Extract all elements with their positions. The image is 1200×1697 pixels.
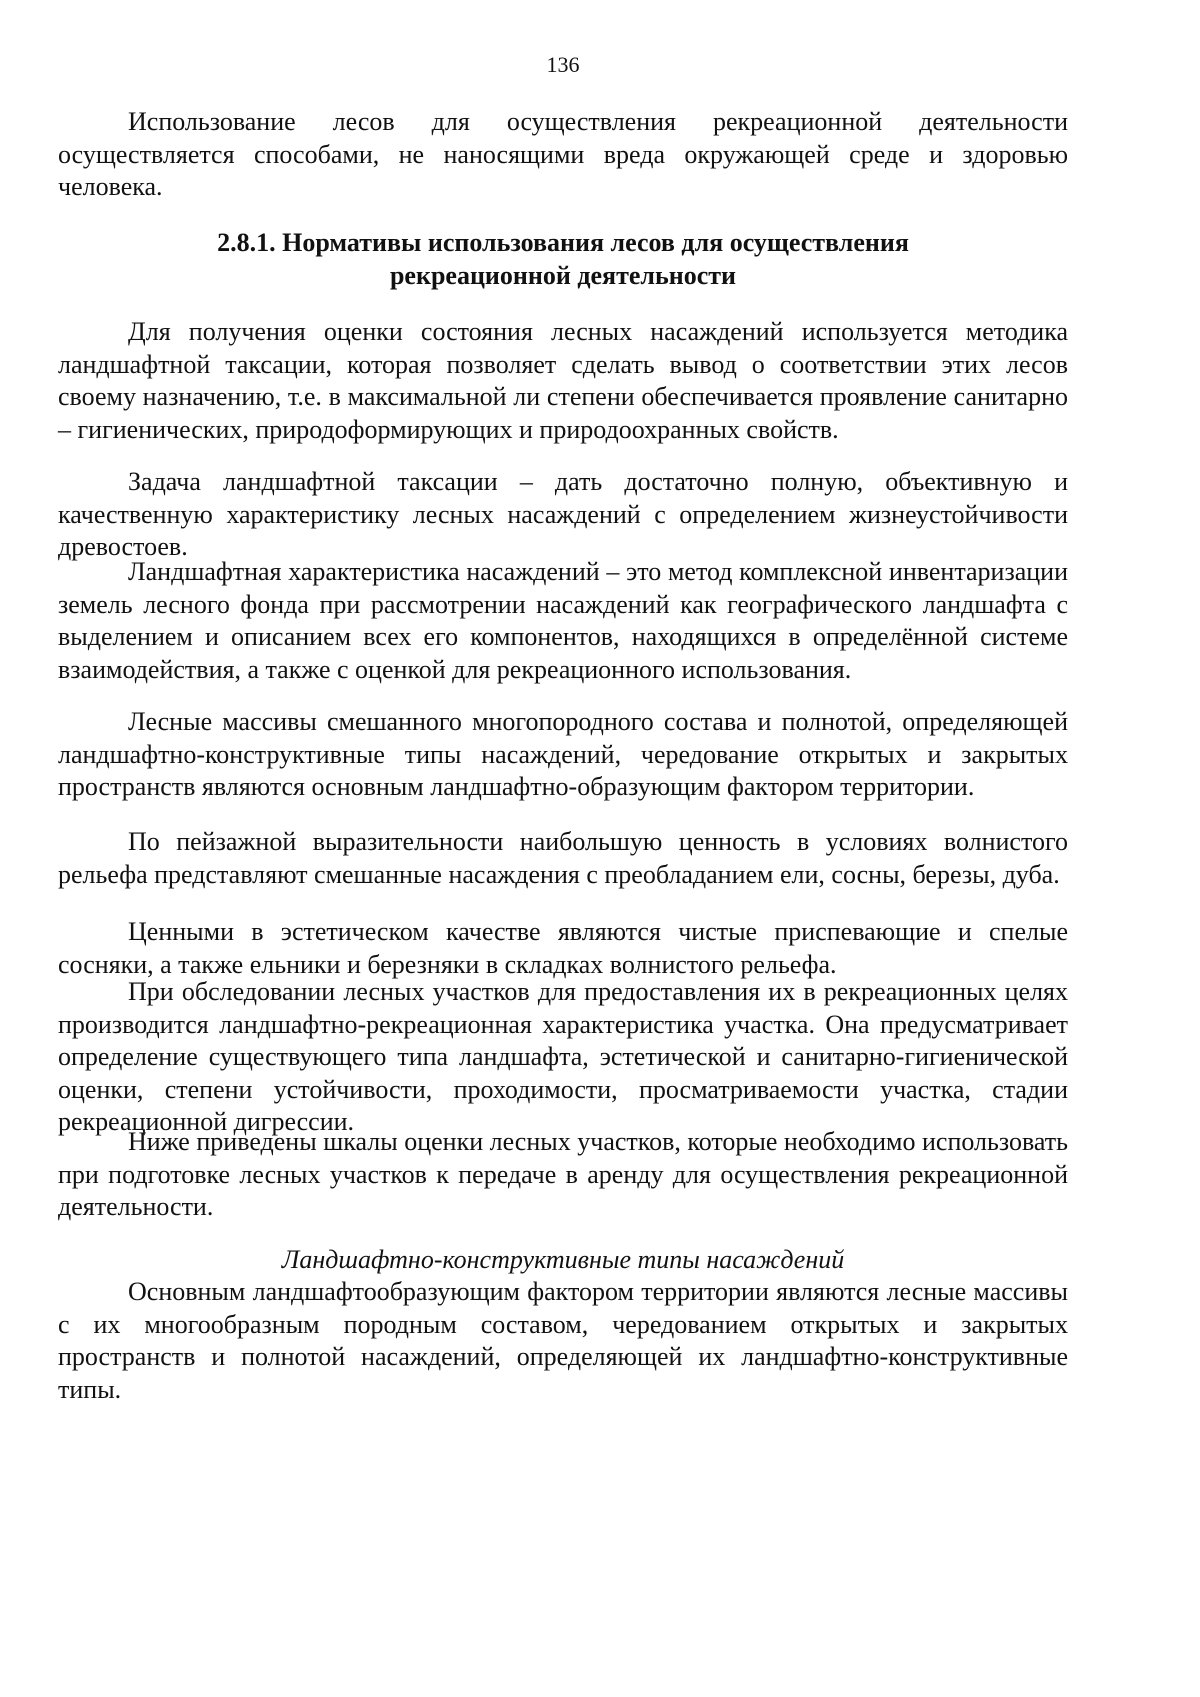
section-heading-line1: 2.8.1. Нормативы использования лесов для осуществления bbox=[217, 228, 909, 257]
paragraph-aesthetic-quality: Ценными в эстетическом качестве являются чистые приспевающие и спелые сосняки, а также ельники и березняки в складках волнистого рельефа. bbox=[58, 917, 1068, 979]
subsection-heading: Ландшафтно-конструктивные типы насаждений bbox=[281, 1245, 845, 1274]
page-number: 136 bbox=[546, 52, 580, 77]
paragraph-survey-procedure: При обследовании лесных участков для предоставления их в рекреационных целях производится ландшафтно-рекреационная характеристика участка. Она предусматривает определение существующего типа ландшафта, эстетической и санитарно-гигиенической оценки, степени устойчивости, проходимости, просматриваемости участка, стадии рекреационной дигрессии. bbox=[58, 977, 1068, 1136]
section-heading bbox=[58, 226, 1068, 292]
paragraph-landscape-taxation-method: Для получения оценки состояния лесных насаждений используется методика ландшафтной таксации, которая позволяет сделать вывод о соответствии этих лесов своему назначению, т.е. в максимальной ли степени обеспечивается проявление санитарно – гигиенических, природоформирующих и природоохранных свойств. bbox=[58, 317, 1068, 444]
paragraph-landscape-characteristic: Ландшафтная характеристика насаждений – это метод комплексной инвентаризации земель лесного фонда при рассмотрении насаждений как географического ландшафта с выделением и описанием всех его компонентов, находящихся в определённой системе взаимодействия, а также с оценкой для рекреационного использования. bbox=[58, 557, 1068, 684]
paragraph-forest-massifs: Лесные массивы смешанного многопородного состава и полнотой, определяющей ландшафтно-конструктивные типы насаждений, чередование открытых и закрытых пространств являются основным ландшафтно-образующим фактором территории. bbox=[58, 707, 1068, 801]
final-paragraph: Основным ландшафтообразующим фактором территории являются лесные массивы с их многообразным породным составом, чередованием открытых и закрытых пространств и полнотой насаждений, определяющей их ландшафтно-конструктивные типы. bbox=[58, 1277, 1068, 1404]
paragraph-assessment-scales: Ниже приведены шкалы оценки лесных участков, которые необходимо использовать при подготовке лесных участков к передаче в аренду для осуществления рекреационной деятельности. bbox=[58, 1127, 1068, 1221]
intro-paragraph: Использование лесов для осуществления рекреационной деятельности осуществляется способами, не наносящими вреда окружающей среде и здоровью человека. bbox=[58, 107, 1068, 201]
paragraph-scenic-value: По пейзажной выразительности наибольшую ценность в условиях волнистого рельефа представляют смешанные насаждения с преобладанием ели, сосны, березы, дуба. bbox=[58, 827, 1068, 889]
paragraph-taxation-task: Задача ландшафтной таксации – дать достаточно полную, объективную и качественную характеристику лесных насаждений с определением жизнеустойчивости древостоев. bbox=[58, 467, 1068, 561]
section-heading-line2: рекреационной деятельности bbox=[389, 261, 737, 290]
